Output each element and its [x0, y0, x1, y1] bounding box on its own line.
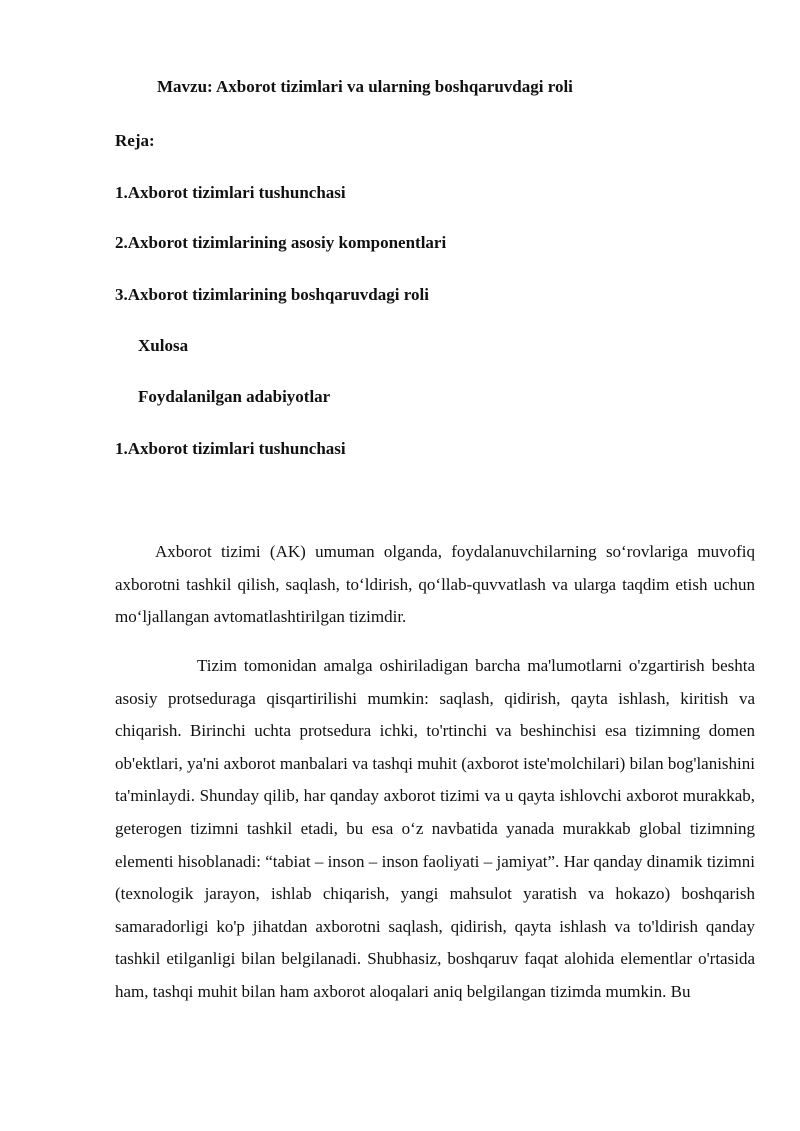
document-title: Mavzu: Axborot tizimlari va ularning boshqaruvdagi roli [157, 77, 573, 96]
plan-item-references: Foydalanilgan adabiyotlar [138, 387, 331, 406]
plan-item: 1.Axborot tizimlari tushunchasi [115, 183, 346, 202]
plan-item: 3.Axborot tizimlarining boshqaruvdagi roli [115, 285, 429, 304]
body-paragraph: Tizim tomonidan amalga oshiriladigan barcha ma'lumotlarni o'zgartirish beshta asosiy protseduraga qisqartirilishi mumkin: saqlash, qidirish, qayta ishlash, kiritish va chiqarish. Birinchi uchta protsedura ichki, to'rtinchi va beshinchisi esa tizimning domen ob'ektlari, ya'ni axborot manbalari va tashqi muhit (axborot iste'molchilari) bilan bog'lanishini ta'minlaydi. Shunday qilib, har qanday axborot tizimi va u qayta ishlovchi axborot murakkab, geterogen tizimni tashkil etadi, bu esa o‘z navbatida yanada murakkab global tizimning elementi hisoblanadi: “tabiat – inson – inson faoliyati – jamiyat”. Har qanday dinamik tizimni (texnologik jarayon, ishlab chiqarish, yangi mahsulot yaratish va hokazo) boshqarish samaradorligi ko'p jihatdan axborotni saqlash, qidirish, qayta ishlash va to'ldirish qanday tashkil etilganligi bilan belgilanadi. Shubhasiz, boshqaruv faqat alohida elementlar o'rtasida ham, tashqi muhit bilan ham axborot aloqalari aniq belgilangan tizimda mumkin. Bu [115, 656, 755, 1001]
plan-item: 2.Axborot tizimlarining asosiy komponentlari [115, 233, 447, 252]
plan-heading: Reja: [115, 131, 155, 150]
section-heading: 1.Axborot tizimlari tushunchasi [115, 439, 346, 458]
body-paragraph: Axborot tizimi (AK) umuman olganda, foydalanuvchilarning so‘rovlariga muvofiq axborotni tashkil qilish, saqlash, to‘ldirish, qo‘llab-quvvatlash va ularga taqdim etish uchun mo‘ljallangan avtomatlashtirilgan tizimdir. [115, 542, 755, 627]
plan-item-conclusion: Xulosa [138, 336, 189, 355]
